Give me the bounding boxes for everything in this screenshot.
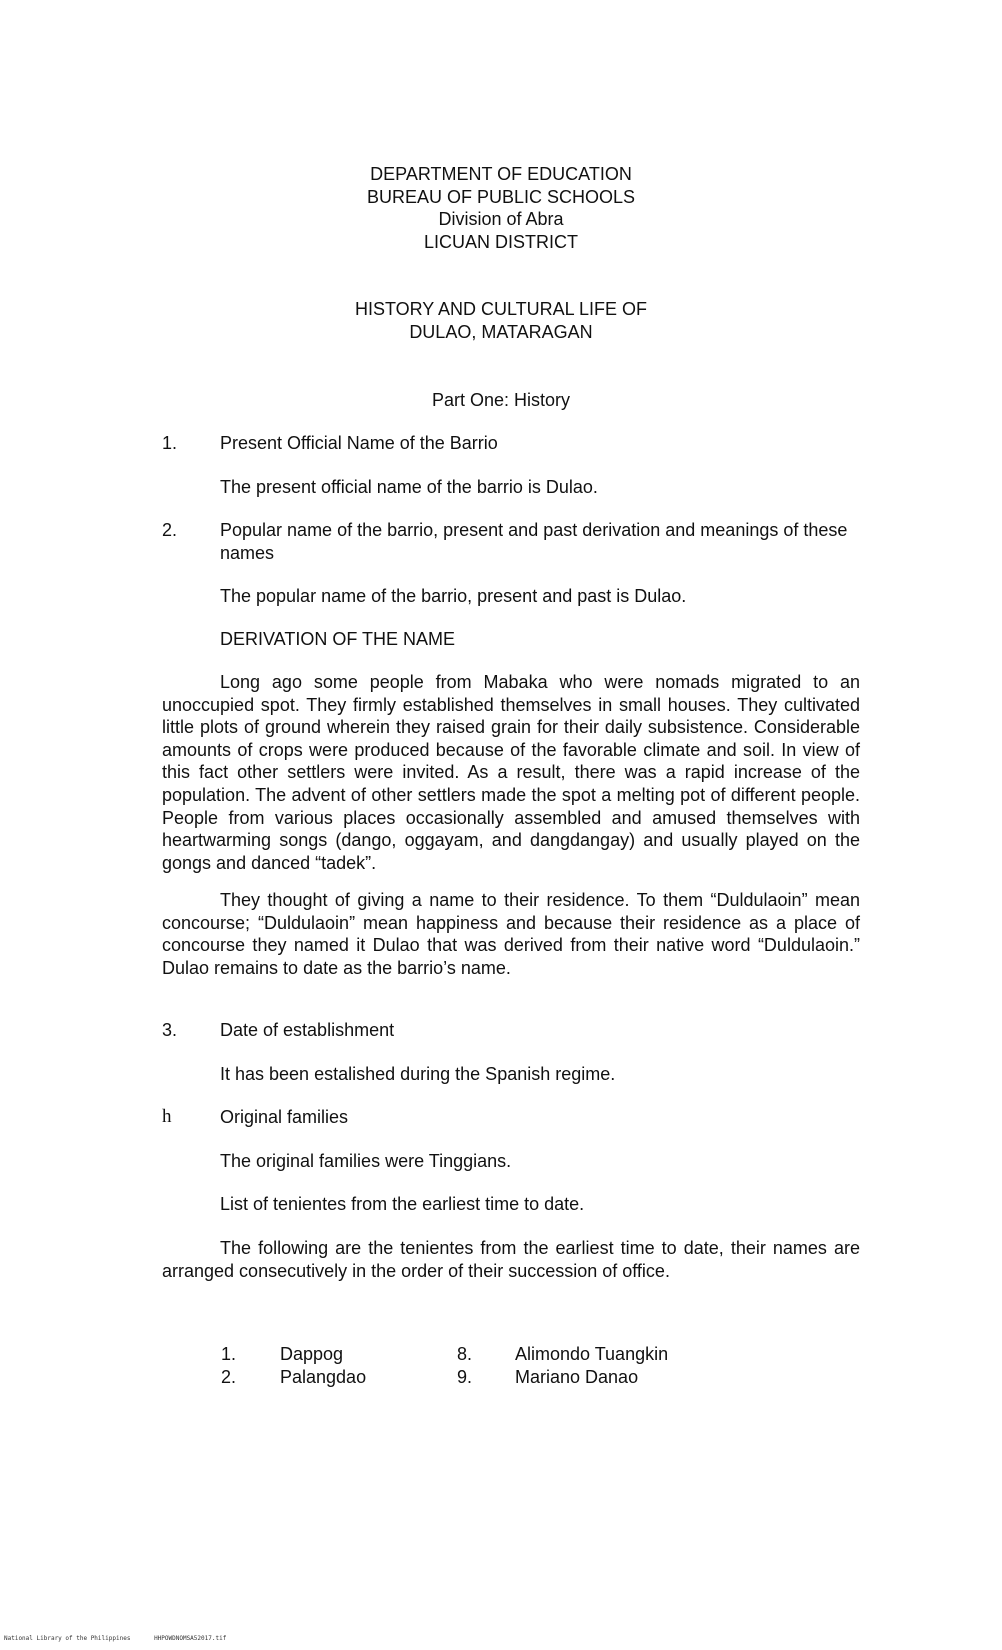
list-item — [0, 1366, 1002, 1389]
teniente-name: Alimondo Tuangkin — [515, 1344, 669, 1364]
header-line: DEPARTMENT OF EDUCATION — [370, 164, 632, 184]
section-text: The original families were Tinggians. — [220, 1151, 512, 1171]
section-text: It has been estalished during the Spanish regime. — [220, 1064, 616, 1084]
section-heading: Original families — [220, 1107, 349, 1127]
list-intro: The following are the tenientes from the earliest time to date, their names are arranged consecutively in the order of their succession of office. — [162, 1238, 860, 1281]
list-number: 2. — [221, 1367, 237, 1387]
section-number: 2. — [162, 520, 178, 540]
section-number: 1. — [162, 433, 178, 453]
section-number: 3. — [162, 1020, 178, 1040]
list-item — [0, 1343, 1002, 1366]
header-line: BUREAU OF PUBLIC SCHOOLS — [366, 186, 636, 207]
teniente-name: Dappog — [280, 1344, 344, 1364]
scan-footer — [4, 1635, 246, 1643]
section-subheading: DERIVATION OF THE NAME — [220, 629, 456, 649]
section-text: The present official name of the barrio is Dulao. — [220, 477, 598, 497]
list-number: 8. — [457, 1344, 473, 1364]
teniente-name: Palangdao — [280, 1367, 367, 1387]
document-title — [0, 298, 1002, 343]
list-heading: List of tenientes from the earliest time to date. — [220, 1194, 585, 1214]
section-text: The popular name of the barrio, present and past is Dulao. — [220, 586, 687, 606]
header-line: LICUAN DISTRICT — [423, 231, 578, 252]
title-line: HISTORY AND CULTURAL LIFE OF — [354, 299, 648, 319]
section-heading: Date of establishment — [220, 1020, 395, 1040]
section-heading: Present Official Name of the Barrio — [220, 433, 498, 453]
header-line: Division of Abra — [438, 209, 564, 230]
section-number: h — [162, 1106, 172, 1127]
title-line: DULAO, MATARAGAN — [409, 321, 593, 342]
footer-file: HHPOWDNOMSA52017.tif — [154, 1635, 227, 1642]
paragraph: They thought of giving a name to their residence. To them “Duldulaoin” mean concourse; “Duldulaoin” mean happiness and because their residence as a place of concourse they named it Dulao that was derived from their native word “Duldulaoin.” Dulao remains to date as the barrio’s name. — [162, 890, 860, 978]
section-heading: Popular name of the barrio, present and past derivation and meanings of these names — [220, 520, 848, 563]
tenientes-list — [0, 1343, 1002, 1389]
teniente-name: Mariano Danao — [515, 1367, 639, 1387]
list-number: 1. — [221, 1344, 237, 1364]
part-heading: Part One: History — [431, 390, 571, 410]
list-number: 9. — [457, 1367, 473, 1387]
footer-library: National Library of the Philippines — [4, 1635, 131, 1642]
paragraph: Long ago some people from Mabaka who were nomads migrated to an unoccupied spot. They firmly established themselves in small houses. They cultivated little plots of ground wherein they raised grain for their daily subsistence. Considerable amounts of crops were produced because of the favorable climate and soil. In view of this fact other settlers were invited. As a result, there was a rapid increase of the population. The advent of other settlers made the spot a melting pot of different people. People from various places occasionally assembled and amused themselves with heartwarming songs (dango, oggayam, and dangdangay) and usually played on the gongs and danced “tadek”. — [162, 672, 860, 873]
department-header — [0, 163, 1002, 253]
